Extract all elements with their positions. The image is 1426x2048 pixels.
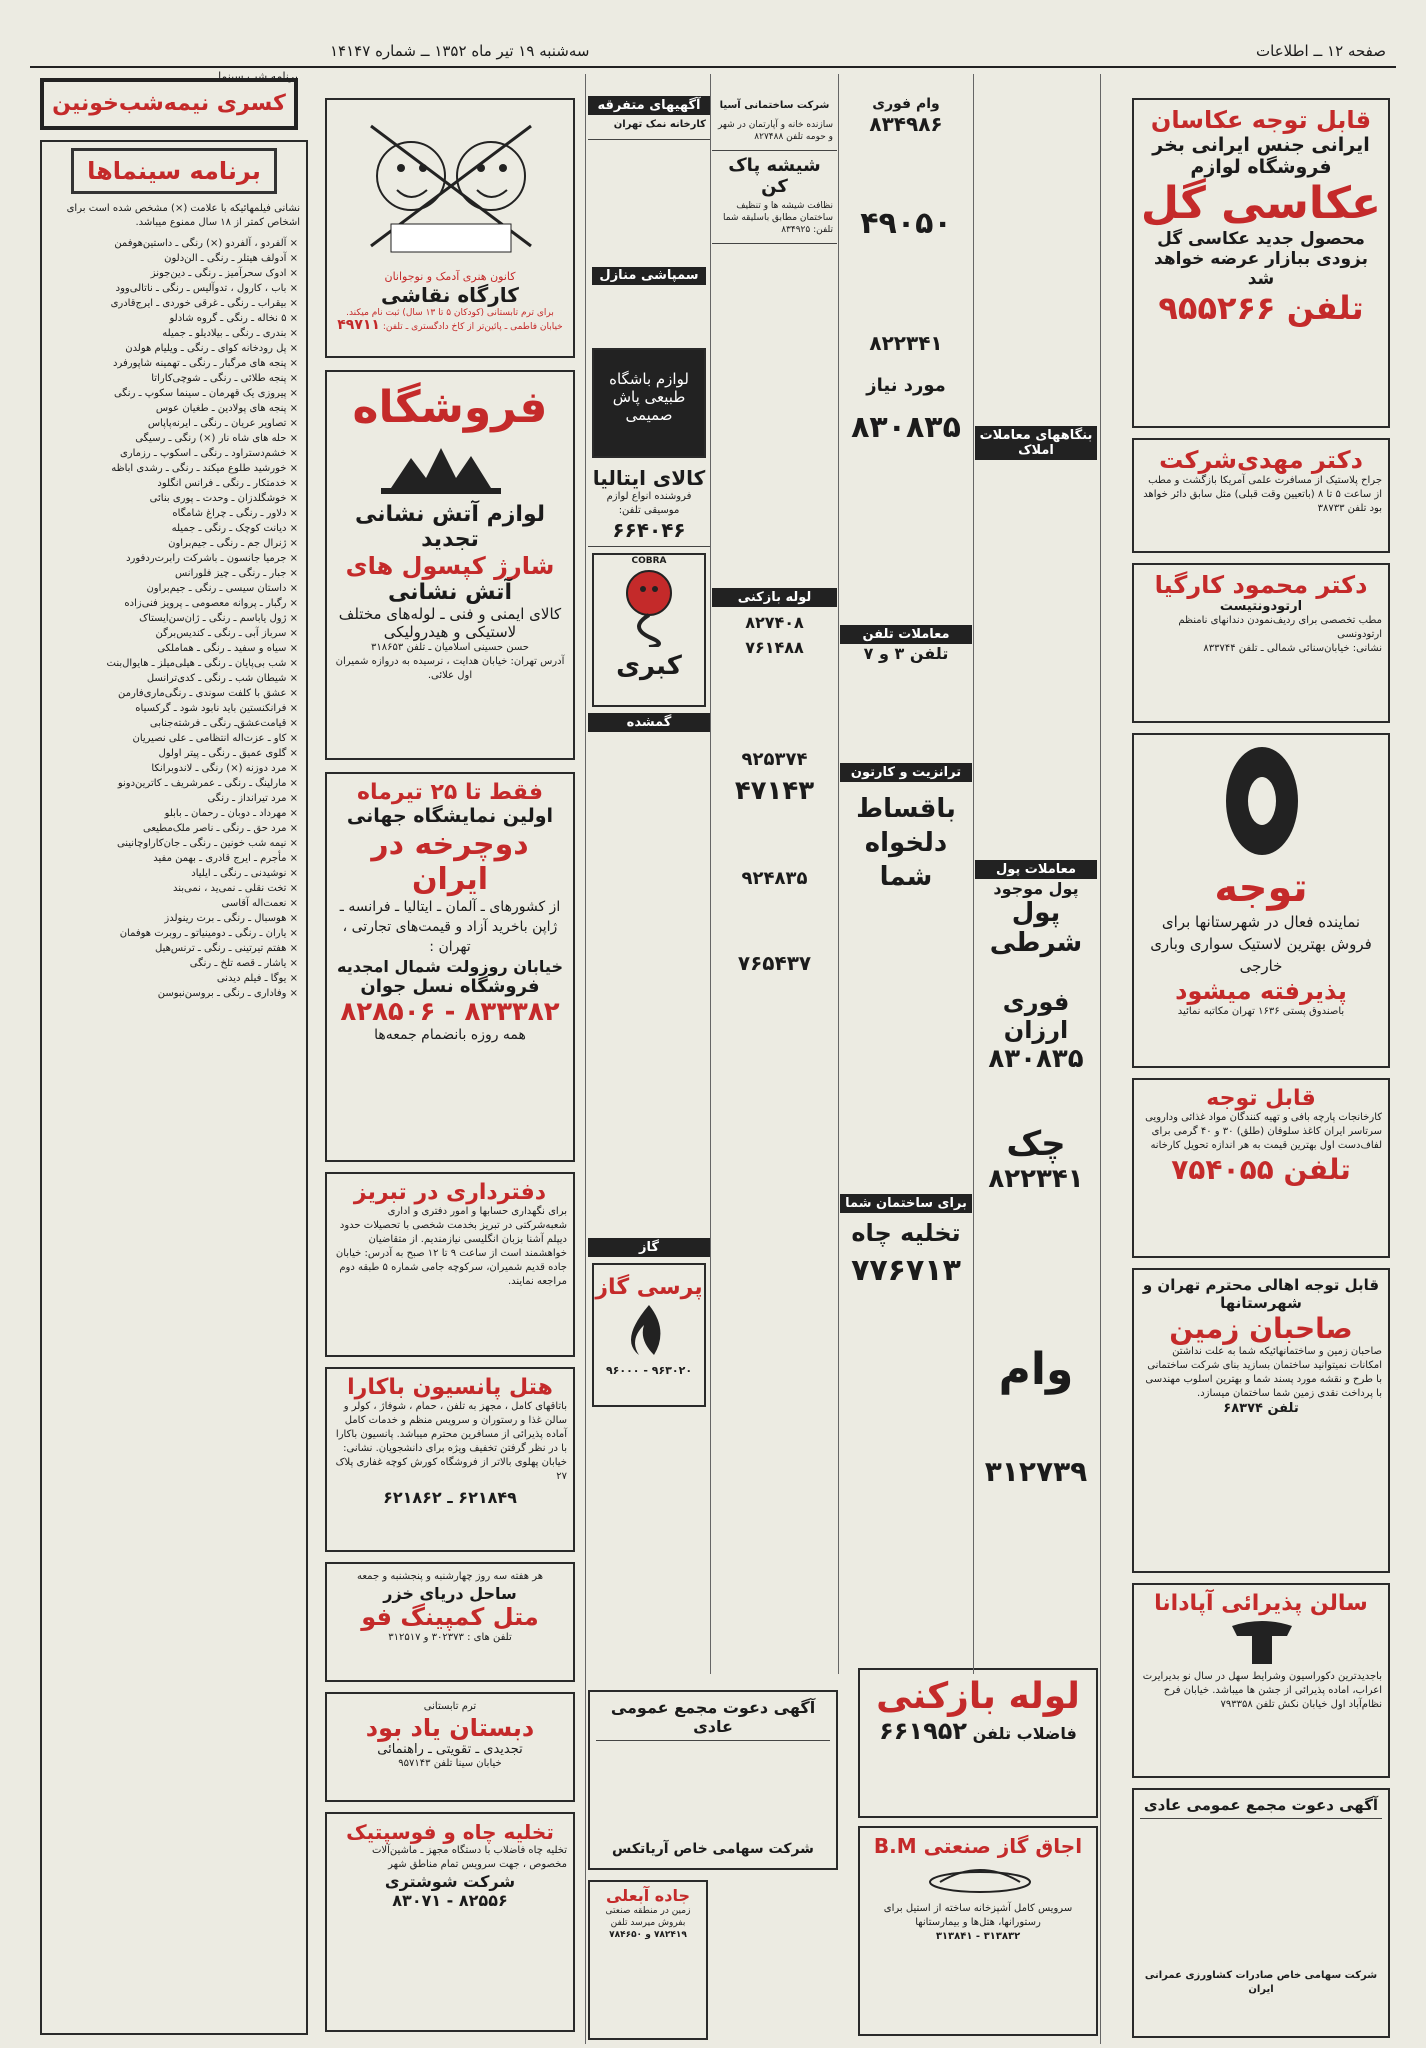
bike-days: همه روزه بانضمام جمعه‌ها <box>374 1027 526 1043</box>
photo-body: ایرانی جنس ایرانی بخر فروشگاه لوازم <box>1152 134 1370 178</box>
money-title: معاملات پول <box>975 860 1097 879</box>
fire-shop-ad <box>325 370 575 760</box>
cinema-item: × دیانت کوچک ـ رنگی ـ جمیله <box>171 523 298 534</box>
photo-line: محصول جدید عکاسی گل بزودی ببازار عرضه خواهد شد <box>1154 229 1368 289</box>
drawing-ad <box>325 98 575 358</box>
kids-illustration-icon <box>331 106 567 266</box>
cinema-item: × نعمت‌اله آقاسی <box>221 898 298 909</box>
motel-intro: هر هفته سه روز چهارشنبه و پنجشنبه و جمعه <box>357 1571 543 1582</box>
road-title: جاده آبعلی <box>605 1886 690 1905</box>
cinema-item: × یوگا ـ فیلم دیدنی <box>216 973 298 984</box>
pipe-ad <box>858 1668 1098 1818</box>
stove-lamp-icon <box>870 1858 1090 1898</box>
building-big: تخلیه چاه <box>851 1219 961 1247</box>
fire-logo-icon <box>331 438 567 498</box>
hall-body: باجدیدترین دکوراسیون وشرایط سهل در سال نو بدیرایرت اعراب، اماده پذیرائی از جشن ها میباشد. خیابان فرح نظام‌آباد اول خیابان نکش تلفن ۷۹۳۳۵۸ <box>1142 1671 1382 1710</box>
classified-column-6 <box>975 96 1097 1656</box>
shop-line3: آتش نشانی <box>388 580 512 605</box>
hotel-phone1: ۶۲۱۸۴۹ <box>458 1488 517 1507</box>
bike-store: فروشگاه نسل جوان <box>360 976 540 997</box>
pipe-title: لوله بازکنی <box>876 1676 1080 1717</box>
spacer <box>975 1395 1097 1455</box>
photo-ad <box>1132 98 1390 428</box>
cinema-item: × ژنرال جم ـ رنگی ـ جیم‌براون <box>168 538 298 549</box>
cinema-item: × مرد دوزنه (×) رنگی ـ لاندوبرانکا <box>151 763 298 774</box>
school-body: تجدیدی ـ تقویتی ـ راهنمائی <box>377 1742 523 1757</box>
spacer <box>840 894 972 1194</box>
bike-title: فقط تا ۲۵ تیرماه <box>357 780 543 805</box>
cinema-item: × خشم‌دستراود ـ رنگی ـ اسکوپ ـ رزماری <box>119 448 298 459</box>
cinema-item: × باب ، کارول ، تدوآلیس ـ رنگی ـ ناتالی‌وود <box>115 283 298 294</box>
cleanglass-title: شیشه پاک کن <box>728 155 821 197</box>
hotel-title: هتل پانسیون باکارا <box>347 1375 553 1400</box>
cinema-item: × آلفردو ، آلفردو (×) رنگی ـ داستین‌هوفمن <box>114 238 298 249</box>
owner-title: قابل توجه اهالی محترم تهران و شهرستانها <box>1142 1276 1380 1312</box>
lost-body <box>588 732 710 1238</box>
dr2-ad <box>1132 563 1390 723</box>
school-addr: خیابان سینا تلفن ۹۵۷۱۴۳ <box>398 1758 502 1769</box>
loan-phone3: ۸۲۲۳۴۱ <box>869 331 943 355</box>
pipe-sub: فاضلاب تلفن <box>972 1724 1077 1743</box>
cinema-item: × وفاداری ـ رنگی ـ بروسن‌نبوسن <box>157 988 298 999</box>
cinema-item: × مرد حق ـ رنگی ـ ناصر ملک‌مطیعی <box>143 823 298 834</box>
cinema-program <box>40 140 308 2035</box>
column-divider <box>973 74 974 1674</box>
bike-countries: از کشورهای ـ آلمان ـ ایتالیا ـ فرانسه ـ ژاپن باخرید آزاد و قیمت‌های تجارتی ، تهران : <box>339 899 561 955</box>
cinema-item: × دلاور ـ رنگی ـ چراغ شامگاه <box>172 508 298 519</box>
hotel-ad <box>325 1367 575 1552</box>
transport-title: ترانزیت و کارتون <box>840 763 972 782</box>
classified-column-5 <box>840 96 972 1616</box>
pipe-line <box>866 1717 1090 1745</box>
rule <box>596 1740 830 1741</box>
pipe-phone: ۶۶۱۹۵۲ <box>879 1717 968 1745</box>
motel-sub: ساحل دریای خزر <box>383 1584 517 1603</box>
spacer <box>840 445 972 625</box>
cinema-item: × مرد تیرانداز ـ رنگی <box>207 793 298 804</box>
asia-title: شرکت ساختمانی آسیا <box>719 100 830 111</box>
cinema-item: × مارلینگ ـ رنگی ـ عمرشریف ـ کاترین‌دونو <box>117 778 298 789</box>
toys-title: لوله بازکنی <box>712 588 837 607</box>
cinema-title: برنامه سینماها <box>87 157 261 185</box>
meeting2-ad <box>1132 1788 1390 2038</box>
dr1-title: دکتر مهدی‌شرکت <box>1159 446 1363 474</box>
cinema-item: × پنجه طلائی ـ رنگی ـ شوچی‌کاراتا <box>151 373 298 384</box>
building-title: برای ساختمان شما <box>840 1194 972 1213</box>
cinema-item: × شیطان شب ـ رنگی ـ کدی‌ترانسل <box>146 673 298 684</box>
cinema-item: × مهرداد ـ دوبان ـ رحمان ـ بابلو <box>164 808 298 819</box>
well-company: شرکت شوشتری <box>384 1872 516 1891</box>
owner-ad <box>1132 1268 1390 1573</box>
bike-addr: خیابان روزولت شمال امجدیه <box>337 957 563 976</box>
spacer <box>712 812 837 862</box>
side-top: برنامه شب سینما <box>218 70 298 83</box>
bike-phone: ۸۳۳۳۸۲ - ۸۲۸۵۰۶ <box>340 997 560 1027</box>
side-title-text: کسری نیمه‌شب‌خونین <box>52 91 286 116</box>
photo-brand: عکاسی گل <box>1140 178 1382 229</box>
photo-phone: تلفن ۹۵۵۲۶۶ <box>1158 289 1364 327</box>
tire-ad <box>1132 733 1390 1068</box>
cinema-list <box>48 236 300 1001</box>
cinema-item: × بندری ـ رنگی ـ بیلادیلو ـ جمیله <box>162 328 298 339</box>
gas-phone: ۹۶۳۰۲۰ - ۹۶۰۰۰ <box>605 1364 693 1377</box>
tub-ad: لوازم باشگاه طبیعی پاش صمیمی <box>592 348 706 458</box>
cinema-item: × هوسبال ـ رنگی ـ برت رینولدز <box>164 913 298 924</box>
rule <box>588 546 710 547</box>
loan-phone2: ۴۹۰۵۰ <box>860 206 952 241</box>
cinema-item: × جبار ـ رنگی ـ چیز فلورانس <box>175 568 298 579</box>
italy-title: کالای ایتالیا <box>592 466 706 490</box>
cinema-item: × یاران ـ رنگی ـ دومینیاتو ـ روبرت هوفمان <box>119 928 298 939</box>
drawing-addr-text: خیابان فاطمی ـ پائین‌تر از کاخ دادگستری ـ تلفن: <box>382 322 563 332</box>
column-divider <box>710 74 711 1674</box>
tire-addr: باصندوق پستی ۱۶۳۶ تهران مکاتبه نمائید <box>1177 1006 1345 1017</box>
cinema-item: × خدمتکار ـ رنگی ـ فرانس انگلود <box>157 478 298 489</box>
tire-title: توجه <box>1214 865 1308 911</box>
cinema-item: × عشق با کلفت سوندی ـ رنگی‌ماری‌فارمن <box>118 688 298 699</box>
dr2-title: دکتر محمود کارگیا <box>1154 571 1368 599</box>
cinema-item: × پل رودخانه کوای ـ رنگی ـ ویلیام هولدن <box>125 343 298 354</box>
misc-body <box>588 144 710 340</box>
spacer <box>840 663 972 763</box>
owner-body: صاحبان زمین و ساختمانهائیکه شما به علت نداشتن امکانات نمیتوانید ساختمان بسازید بنای شرکت ساختمانی با طرح و نقشه مورد پسند شما و بهترین اسلوب مهندسی با پرداخت نقدی زمین شما ساختمان میسازد. <box>1145 1346 1382 1399</box>
vam-label: وام <box>998 1344 1074 1395</box>
toys-phone6: ۹۲۴۸۳۵ <box>741 868 808 889</box>
drawing-kids: کانون هنری آدمک و نوجوانان <box>384 270 516 283</box>
shop-title: فروشگاه <box>352 382 548 433</box>
cobra-snake-icon <box>619 567 679 647</box>
photo-title: قابل توجه عکاسان <box>1150 106 1372 134</box>
dr1-body: جراح پلاستیک از مسافرت علمی آمریکا بازگشت و مطب از ساعت ۵ تا ۸ (باتعیین وقت قبلی) مثل سابق دائر خواهد بود تلفن ۳۸۷۳۳ <box>1143 475 1382 514</box>
realestate-title: بنگاههای معاملات املاک <box>975 426 1097 460</box>
check-phone: ۸۲۲۳۴۱ <box>988 1164 1084 1194</box>
spacer <box>975 1074 1097 1124</box>
shop-line1: لوازم آتش نشانی تجدید <box>354 502 546 552</box>
shop-line4: کالای ایمنی و فنی ـ لوله‌های مختلف <box>338 605 562 623</box>
cinema-item: × پنجه های پولادین ـ طغیان عوس <box>155 403 298 414</box>
fast-phone: ۸۳۰۸۳۵ <box>988 1044 1084 1074</box>
cobra-title: کبری <box>616 651 682 681</box>
cinema-item: × پنجه های مرگبار ـ رنگی ـ تهمینه شاپورفرد <box>113 358 298 369</box>
bike-main: دوچرخه در ایران <box>371 827 529 897</box>
rule <box>1140 1818 1382 1819</box>
sepashi-title: سمپاشی منازل <box>592 267 706 285</box>
bike-sub: اولین نمایشگاه جهانی <box>346 805 554 827</box>
spacer <box>975 1194 1097 1344</box>
meeting2-company: شرکت سهامی خاص صادرات کشاورزی عمرانی ایران <box>1144 1970 1378 1995</box>
phone-line: تلفن ۳ و ۷ <box>863 644 949 663</box>
toys-phone1: ۸۲۷۴۰۸ <box>745 613 804 632</box>
rule <box>712 150 837 151</box>
road-ad <box>588 1880 708 2040</box>
rule <box>588 139 710 140</box>
cinema-item: × جرمیا جانسون ـ باشرکت رابرت‌ردفورد <box>126 553 298 564</box>
spacer <box>712 248 837 588</box>
bike-ad <box>325 772 575 1162</box>
shop-addr: آدرس تهران: خیابان هدایت ، نرسیده به دروازه شمیران اول علائی. <box>335 656 565 681</box>
stove-ad <box>858 1826 1098 2036</box>
dr2-body: مطب تخصصی برای ردیف‌نمودن دندانهای نامنظم ارتودونسی <box>1178 615 1382 640</box>
cinema-item: × تصاویر عریان ـ رنگی ـ ایرنه‌پاپاس <box>147 418 298 429</box>
hotel-phone2: ۶۲۱۸۶۲ <box>383 1488 442 1507</box>
meeting-ad <box>588 1690 838 1870</box>
cinema-item: × کاو ـ عزت‌اله انتظامی ـ علی نصیریان <box>132 733 298 744</box>
column-capital-icon <box>1142 1616 1382 1666</box>
cinema-item: × یاشار ـ قصه تلخ ـ رنگی <box>189 958 298 969</box>
cinema-item: × رگبار ـ پروانه معصومی ـ پرویز فنی‌زاده <box>124 598 298 609</box>
column-divider <box>838 74 839 1674</box>
cinema-item: × مأجرم ـ ایرج قادری ـ بهمن مفید <box>153 853 298 864</box>
shop-line5: لاستیکی و هیدرولیکی <box>383 623 517 641</box>
fast-label: فوری ارزان <box>1002 988 1070 1044</box>
cobra-brand: COBRA <box>631 556 667 566</box>
cobra-ad <box>592 553 706 707</box>
owner-big: صاحبان زمین <box>1169 1312 1353 1345</box>
meeting-title: آگهی دعوت مجمع عمومی عادی <box>610 1698 816 1736</box>
drawing-title: کارگاه نقاشی <box>381 283 519 307</box>
side-title <box>40 78 298 130</box>
tire-icon <box>1142 741 1382 861</box>
drawing-addr <box>333 319 567 333</box>
cinema-item: × خورشید طلوع میکند ـ رنگی ـ رشدی اباظه <box>111 463 298 474</box>
issue-date: سه‌شنبه ۱۹ تیر ماه ۱۳۵۲ ــ شماره ۱۴۱۴۷ <box>330 42 590 60</box>
loan-title: وام فوری <box>872 96 940 112</box>
school-ad <box>325 1692 575 1802</box>
motel-title: متل کمپینگ فو <box>361 1603 539 1631</box>
page-number: صفحه ۱۲ ــ اطلاعات <box>1256 42 1386 60</box>
shop-line2: شارژ کپسول های <box>345 552 555 580</box>
meeting-company: شرکت سهامی خاص آریاتکس <box>612 1841 814 1857</box>
hall-ad <box>1132 1583 1390 1778</box>
cleanglass-body: نظافت شیشه ها و تنظیف ساختمان مطابق باسلیقه شما تلفن: ۸۳۴۹۲۵ <box>722 201 833 235</box>
well-ad <box>325 1812 575 2032</box>
factory-ad <box>1132 1078 1390 1258</box>
school-intro: ترم تابستانی <box>423 1701 477 1712</box>
italy-body: فروشنده انواع لوازم موسیقی تلفن: <box>606 491 692 516</box>
road-body: زمین در منطقه صنعتی بفروش میرسد تلفن <box>605 1906 691 1928</box>
check-label: چک <box>1006 1124 1066 1164</box>
spacer <box>975 460 1097 860</box>
road-phone: ۷۸۲۴۱۹ و ۷۸۴۶۵۰ <box>609 1930 687 1940</box>
flame-icon <box>609 1300 689 1360</box>
classified-column-4 <box>712 96 837 1876</box>
well-phone: ۸۲۵۵۶ - ۸۳۰۷۱ <box>392 1891 508 1910</box>
cinema-item: × گلوی عمیق ـ رنگی ـ پیتر اولول <box>158 748 298 759</box>
cinema-item: × نیمه شب خونین ـ رنگی ـ جان‌کاراوچانینی <box>116 838 298 849</box>
well-body: تخلیه چاه فاضلاب با دستگاه مجهز ـ ماشین‌آلات مخصوص ، جهت سرویس تمام مناطق شهر <box>371 1845 567 1870</box>
dr2-sub: ارتودونتیست <box>1219 599 1303 614</box>
misc-sub: کارخانه نمک تهران <box>613 119 706 130</box>
tire-body: نماینده فعال در شهرستانها برای فروش بهترین لاستیک سواری وباری خارجی <box>1150 913 1372 975</box>
gas-title: گاز <box>588 1238 710 1257</box>
cinema-item: × هفتم تیرتینی ـ رنگی ـ ترنس‌هیل <box>155 943 298 954</box>
stove-body: سرویس کامل آشپزخانه ساخته از استیل برای رستورانها، هتل‌ها و بیمارستانها <box>883 1903 1073 1928</box>
spacer <box>975 96 1097 426</box>
owner-phone: تلفن ۶۸۳۷۴ <box>1223 1401 1299 1416</box>
cinema-item: × فرانکنستین باید نابود شود ـ گرکسیاه <box>135 703 298 714</box>
shop-person: حسن حسینی اسلامیان ـ تلفن ۳۱۸۶۵۳ <box>371 642 529 653</box>
misc-title: آگهیهای متفرقه <box>588 96 710 115</box>
cinema-item: × ژول یاباسم ـ رنگی ـ ژان‌سن‌ایستاک <box>139 613 298 624</box>
cash-label: پول موجود <box>993 879 1079 898</box>
dr1-ad <box>1132 438 1390 553</box>
spacer <box>712 663 837 743</box>
column-divider <box>1100 74 1101 2044</box>
gas-ad <box>592 1263 706 1407</box>
hotel-phones: ۶۲۱۸۴۹ ـ ۶۲۱۸۶۲ <box>383 1488 517 1507</box>
cinema-item: × بیقراب ـ رنگی ـ غرقی خوردی ـ ایرج‌قادری <box>110 298 298 309</box>
meeting2-title: آگهی دعوت مجمع عمومی عادی <box>1143 1796 1379 1814</box>
drawing-line: برای ترم تابستانی (کودکان ۵ تا ۱۳ سال) ثبت نام میکند. <box>346 308 554 318</box>
dr2-addr: نشانی: خیابان‌سنائی شمالی ـ تلفن ۸۳۳۷۴۴ <box>1203 643 1382 654</box>
cinema-item: × تخت نقلی ـ نمی‌ید ، نمی‌بند <box>172 883 298 894</box>
cinema-item: × پیروزی یک قهرمان ـ سینما سکوپ ـ رنگی <box>113 388 298 399</box>
asia-body: سازنده خانه و آپارتمان در شهر و حومه تلفن ۸۲۷۴۸۸ <box>717 120 833 142</box>
loan-phone4: ۸۳۰۸۳۵ <box>851 410 961 445</box>
cinema-title-box <box>71 148 277 194</box>
spacer <box>840 241 972 331</box>
cinema-item: × حله های شاه نار (×) رنگی ـ رسیگی <box>135 433 298 444</box>
toys-phone4: ۴۷۱۴۳ <box>734 776 815 806</box>
office-body: برای نگهداری حسابها و امور دفتری و اداری شعبه‌شرکتی در تبریز بخدمت شخصی با تحصیلات حدود دیپلم آشنا بزبان انگلیسی نیازمندیم. از متقاضیان خواهشمند است از ساعت ۹ تا ۱۲ صبح به آدرس: خیابان جاده قدیم شمیران، سرکوچه جامی شماره ۵ طبقه دوم مراجعه نمایند. <box>335 1206 567 1287</box>
italy-phone: ۶۶۴۰۴۶ <box>612 518 686 542</box>
cinema-item: × ادوک سحرآمیز ـ رنگی ـ دین‌جونز <box>150 268 298 279</box>
well-title: تخلیه چاه و فوسپتیک <box>346 1820 554 1844</box>
toys-phone3: ۹۲۵۳۷۴ <box>741 749 808 770</box>
cinema-intro: نشانی فیلمهائیکه با علامت (×) مشخص شده است برای اشخاص کمتر از ۱۸ سال ممنوع میباشد. <box>66 203 300 228</box>
vam-phone: ۳۱۲۷۳۹ <box>984 1455 1088 1488</box>
hotel-body: باتاقهای کامل ، مجهز به تلفن ، حمام ، شوفاژ ، کولر و سالن غذا و رستوران و سرویس منظم و خدمات کامل آماده پذیرائی از مسافرین محترم میباشد. پانسیون باکارا با در نظر گرفتن تخفیف ویژه برای دانشجویان. نشانی: خیابان پهلوی بالاتر از فروشگاه کورش کوچه غفاری پلاک ۲۷ <box>335 1401 567 1482</box>
transport-big: باقساط دلخواه شما <box>856 794 956 892</box>
office-ad <box>325 1172 575 1357</box>
classified-column-3 <box>588 96 710 1876</box>
factory-phone: تلفن ۷۵۴۰۵۵ <box>1171 1153 1351 1186</box>
cinema-item: × ۵ نخاله ـ رنگی ـ گروه شادلو <box>169 313 298 324</box>
motel-phone: تلفن های : ۳۰۲۳۷۳ و ۳۱۲۵۱۷ <box>388 1632 512 1643</box>
factory-body: کارخانجات پارچه بافی و تهیه کنندگان مواد غذائی ودارویی سرتاسر ایران کاغذ سلوفان (طلق) ۳۰ و ۴۰ گرمی برای لفاف‌دست اول بهترین قیمت به هر اندازه تحویل کارخانه <box>1145 1112 1382 1151</box>
stove-phone: ۳۱۳۸۳۲ - ۳۱۳۸۴۱ <box>935 1931 1021 1942</box>
sharti-label: پول شرطی <box>989 898 1083 958</box>
building-phone: ۷۷۶۷۱۳ <box>851 1253 961 1288</box>
toys-phone2: ۷۶۱۴۸۸ <box>745 638 804 657</box>
cinema-item: × داستان سیسی ـ رنگی ـ جیم‌براون <box>146 583 298 594</box>
cinema-item: × نوشیدنی ـ رنگی ـ ایلیاد <box>191 868 298 879</box>
spacer <box>712 895 837 945</box>
hall-title: سالن پذیرائی آپادانا <box>1154 1591 1368 1616</box>
column-divider <box>585 74 586 2044</box>
header-rule <box>30 66 1396 68</box>
gas-brand: پرسی گاز <box>595 1275 703 1300</box>
cinema-item: × سیاه و سفید ـ رنگی ـ هماملکی <box>157 643 298 654</box>
cinema-item: × آدولف هیتلر ـ رنگی ـ الن‌دلون <box>164 253 298 264</box>
tire-big: پذیرفته میشود <box>1175 977 1347 1005</box>
stove-title: اجاق گاز صنعتی B.M <box>873 1834 1083 1858</box>
spacer <box>975 958 1097 988</box>
cinema-item: × قیامت‌عشق‌ـ رنگی ـ فرشته‌جنابی <box>149 718 298 729</box>
spacer <box>840 136 972 206</box>
motel-ad <box>325 1562 575 1682</box>
cinema-item: × شب بی‌پایان ـ رنگی ـ هیلی‌میلز ـ هایوال‌بنت <box>106 658 298 669</box>
neyaz-title: مورد نیاز <box>866 375 946 396</box>
rule <box>712 243 837 244</box>
loan-phone: ۸۳۴۹۸۶ <box>869 112 943 136</box>
phone-title: معاملات تلفن <box>840 625 972 644</box>
cinema-item: × خوشگلدزان ـ وحدت ـ پوری بنائی <box>149 493 298 504</box>
cinema-item: × سرباز آبی ـ رنگی ـ کندیس‌برگن <box>155 628 298 639</box>
school-title: دبستان یاد بود <box>365 1714 535 1742</box>
lost-title: گمشده <box>588 713 710 732</box>
office-title: دفترداری در تبریز <box>353 1180 547 1205</box>
factory-title: قابل توجه <box>1206 1086 1316 1111</box>
toys-phone5: ۷۶۵۴۳۷ <box>737 951 812 975</box>
drawing-phone: ۴۹۷۱۱ <box>337 317 380 333</box>
